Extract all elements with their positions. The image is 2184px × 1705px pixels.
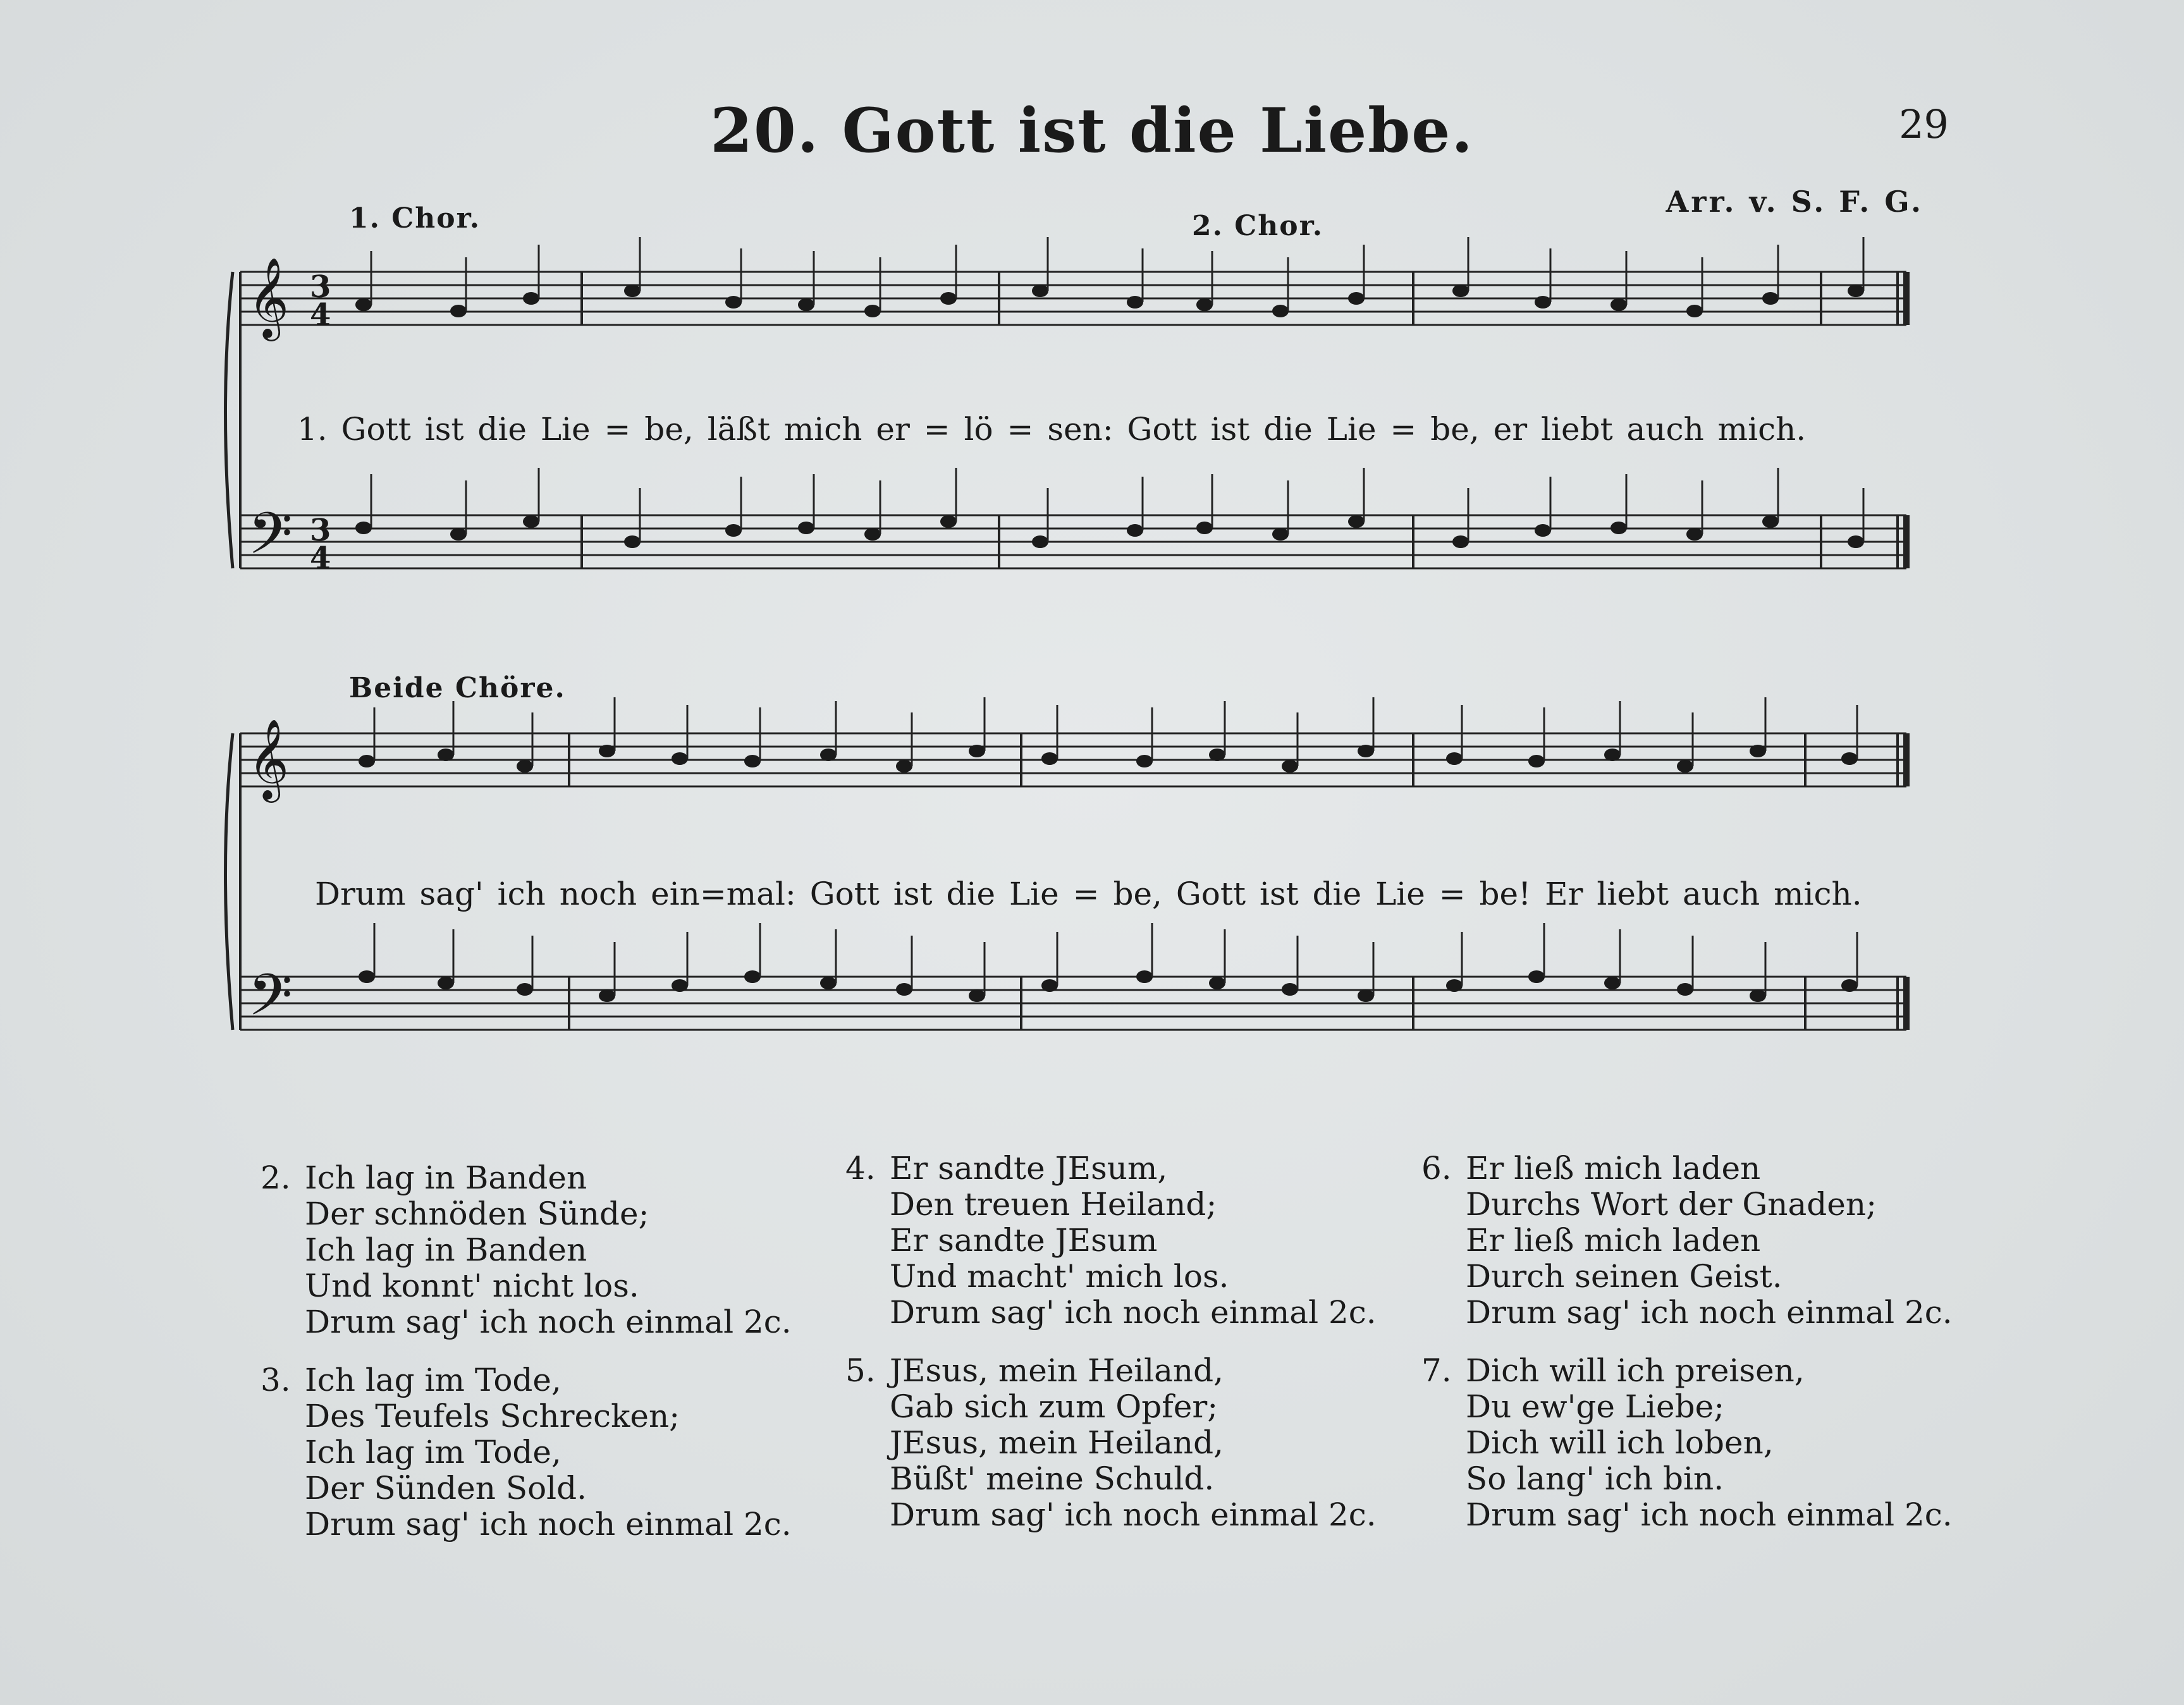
system-brace xyxy=(226,733,233,1030)
treble-clef: 𝄞 xyxy=(248,257,290,338)
bass-note xyxy=(969,989,985,1002)
bass-note xyxy=(940,515,957,528)
bass-note xyxy=(1750,989,1766,1002)
bass-note xyxy=(1686,528,1703,541)
verse-line: Büßt' meine Schuld. xyxy=(890,1460,1215,1497)
treble-note xyxy=(820,749,837,761)
verse-line: Er ließ mich laden xyxy=(1466,1222,1761,1259)
verse-number: 5. xyxy=(845,1352,876,1389)
treble-note xyxy=(1535,296,1551,309)
verse-2 xyxy=(261,1160,792,1340)
verse-line: Den treuen Heiland; xyxy=(890,1186,1217,1223)
staff-lines xyxy=(240,272,1906,1030)
bass-note xyxy=(450,528,467,541)
bass-note xyxy=(438,977,454,989)
verse-line: Ich lag in Banden xyxy=(305,1231,587,1268)
treble-note xyxy=(450,305,467,317)
bass-note xyxy=(1762,515,1779,528)
verse-line: Drum sag' ich noch einmal 2c. xyxy=(890,1294,1377,1331)
treble-note xyxy=(1686,305,1703,317)
bass-note xyxy=(1209,977,1225,989)
verse-line: Drum sag' ich noch einmal 2c. xyxy=(1466,1496,1953,1533)
bass-clef: 𝄢 xyxy=(248,500,293,581)
treble-note xyxy=(798,298,814,311)
treble-note xyxy=(523,292,539,305)
verse-line: Dich will ich loben, xyxy=(1466,1424,1774,1461)
verse-line: Ich lag im Tode, xyxy=(305,1434,561,1470)
bass-note xyxy=(1136,970,1153,983)
verse-number: 3. xyxy=(261,1362,291,1398)
arranger-credit: Arr. v. S. F. G. xyxy=(1666,185,1923,219)
verse-line: Drum sag' ich noch einmal 2c. xyxy=(890,1496,1377,1533)
bar-lines xyxy=(226,272,1907,1030)
bass-note xyxy=(517,983,533,996)
verse-line: Gab sich zum Opfer; xyxy=(890,1388,1218,1425)
bass-note xyxy=(355,522,372,534)
treble-note xyxy=(940,292,957,305)
verse-line: JEsus, mein Heiland, xyxy=(890,1424,1224,1461)
time-signature-bottom: 4 xyxy=(310,541,331,576)
choir-label-1: 1. Chor. xyxy=(349,202,481,235)
system-brace xyxy=(226,272,233,568)
bass-note xyxy=(1196,522,1213,534)
verse-line: Durchs Wort der Gnaden; xyxy=(1466,1186,1877,1223)
bass-note xyxy=(1848,535,1864,548)
verse-3 xyxy=(261,1362,792,1543)
verse-line: Der Sünden Sold. xyxy=(305,1470,587,1506)
treble-note xyxy=(1528,755,1545,767)
treble-note xyxy=(1348,292,1365,305)
verse-line: Er ließ mich laden xyxy=(1466,1150,1761,1187)
time-signature-bottom: 4 xyxy=(310,297,331,333)
treble-note xyxy=(359,755,375,767)
treble-note xyxy=(1452,284,1469,297)
treble-note xyxy=(864,305,881,317)
verse-line: Drum sag' ich noch einmal 2c. xyxy=(305,1304,792,1340)
treble-note xyxy=(1762,292,1779,305)
verse-line: Er sandte JEsum, xyxy=(890,1150,1168,1187)
treble-note xyxy=(1604,749,1621,761)
verse-4 xyxy=(845,1151,1377,1331)
lyrics-system-2: Drum sag' ich noch ein=mal: Gott ist die Lie = be, Gott ist die Lie = be! Er liebt auch mich. xyxy=(315,876,1862,912)
treble-note xyxy=(1209,749,1225,761)
treble-note xyxy=(624,284,641,297)
verse-line: Und macht' mich los. xyxy=(890,1258,1229,1295)
time-signature-top: 3 xyxy=(310,269,331,305)
verse-line: Und konnt' nicht los. xyxy=(305,1268,639,1304)
bass-note xyxy=(1610,522,1627,534)
bass-note xyxy=(672,979,688,992)
verse-line: Du ew'ge Liebe; xyxy=(1466,1388,1725,1425)
treble-note xyxy=(599,745,615,757)
treble-note xyxy=(1677,760,1693,773)
treble-note xyxy=(744,755,761,767)
bass-note xyxy=(864,528,881,541)
verse-line: Dich will ich preisen, xyxy=(1466,1352,1805,1389)
treble-note xyxy=(969,745,985,757)
verse-line: Ich lag in Banden xyxy=(305,1159,587,1196)
treble-note xyxy=(725,296,742,309)
choir-label-2: 2. Chor. xyxy=(1192,210,1324,242)
bass-note xyxy=(1272,528,1289,541)
bass-note xyxy=(1528,970,1545,983)
time-signature-top: 3 xyxy=(310,513,331,548)
bass-note xyxy=(1604,977,1621,989)
verse-5 xyxy=(845,1353,1377,1533)
bass-note xyxy=(1841,979,1858,992)
treble-note xyxy=(1032,284,1048,297)
verse-7 xyxy=(1421,1353,1953,1533)
bass-note xyxy=(896,983,912,996)
hymn-title: 20. Gott ist die Liebe. xyxy=(710,95,1474,166)
verse-line: So lang' ich bin. xyxy=(1466,1460,1724,1497)
verse-number: 7. xyxy=(1421,1352,1452,1389)
treble-note xyxy=(1848,284,1864,297)
bass-note xyxy=(1446,979,1463,992)
treble-note xyxy=(1358,745,1374,757)
treble-note xyxy=(438,749,454,761)
verse-line: Drum sag' ich noch einmal 2c. xyxy=(305,1506,792,1543)
treble-note xyxy=(1841,752,1858,765)
bass-note xyxy=(820,977,837,989)
treble-note xyxy=(1446,752,1463,765)
treble-note xyxy=(1750,745,1766,757)
bass-note xyxy=(1032,535,1048,548)
treble-note xyxy=(672,752,688,765)
verse-number: 6. xyxy=(1421,1150,1452,1187)
verse-number: 2. xyxy=(261,1159,291,1196)
treble-note xyxy=(896,760,912,773)
clefs xyxy=(248,257,331,1042)
bass-note xyxy=(1041,979,1058,992)
page-number: 29 xyxy=(1899,101,1949,147)
bass-note xyxy=(1677,983,1693,996)
verse-line: Der schnöden Sünde; xyxy=(305,1195,649,1232)
verse-line: Ich lag im Tode, xyxy=(305,1362,561,1398)
treble-note xyxy=(1282,760,1298,773)
treble-note xyxy=(1136,755,1153,767)
bass-note xyxy=(624,535,641,548)
treble-note xyxy=(1610,298,1627,311)
treble-note xyxy=(517,760,533,773)
bass-note xyxy=(1348,515,1365,528)
bass-note xyxy=(1127,524,1143,537)
treble-note xyxy=(1127,296,1143,309)
bass-note xyxy=(359,970,375,983)
bass-note xyxy=(599,989,615,1002)
bass-note xyxy=(798,522,814,534)
bass-note xyxy=(1282,983,1298,996)
choir-label-both: Beide Chöre. xyxy=(349,672,566,704)
bass-clef: 𝄢 xyxy=(248,962,293,1042)
treble-note xyxy=(1272,305,1289,317)
treble-clef: 𝄞 xyxy=(248,718,290,799)
verse-line: Er sandte JEsum xyxy=(890,1222,1158,1259)
bass-note xyxy=(1535,524,1551,537)
verse-line: JEsus, mein Heiland, xyxy=(890,1352,1224,1389)
verse-line: Des Teufels Schrecken; xyxy=(305,1398,680,1434)
bass-note xyxy=(725,524,742,537)
bass-note xyxy=(1358,989,1374,1002)
bass-note xyxy=(523,515,539,528)
verse-line: Drum sag' ich noch einmal 2c. xyxy=(1466,1294,1953,1331)
verse-number: 4. xyxy=(845,1150,876,1187)
verse-6 xyxy=(1421,1151,1953,1331)
treble-note xyxy=(355,298,372,311)
lyrics-system-1: 1. Gott ist die Lie = be, läßt mich er = lö = sen: Gott ist die Lie = be, er liebt auch mich. xyxy=(297,411,1807,448)
treble-note xyxy=(1196,298,1213,311)
bass-note xyxy=(1452,535,1469,548)
verse-line: Durch seinen Geist. xyxy=(1466,1258,1782,1295)
treble-note xyxy=(1041,752,1058,765)
bass-note xyxy=(744,970,761,983)
